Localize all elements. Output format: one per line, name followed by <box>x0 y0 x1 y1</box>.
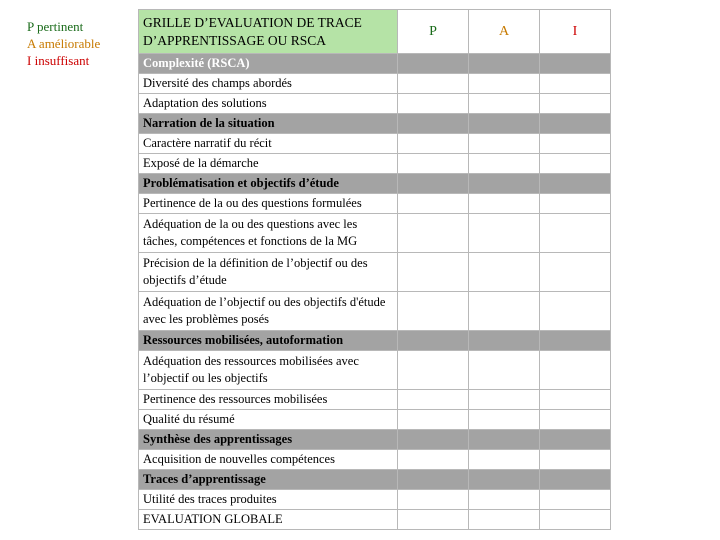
criterion-label: Adéquation des ressources mobilisées avec l’objectif ou les objectifs <box>139 351 398 390</box>
section-row <box>139 470 611 490</box>
rating-cell-a[interactable] <box>469 253 540 292</box>
rating-cell-a[interactable] <box>469 390 540 410</box>
criterion-row <box>139 490 611 510</box>
rating-cell-i[interactable] <box>540 490 611 510</box>
rating-cell-a[interactable] <box>469 154 540 174</box>
rating-cell-a[interactable] <box>469 74 540 94</box>
rating-cell-p[interactable] <box>398 292 469 331</box>
rating-cell-i[interactable] <box>540 390 611 410</box>
rating-cell-p[interactable] <box>398 253 469 292</box>
column-header-a: A <box>469 10 540 54</box>
rating-cell-p[interactable] <box>398 54 469 74</box>
rating-cell-i[interactable] <box>540 134 611 154</box>
criterion-label: Pertinence des ressources mobilisées <box>139 390 398 410</box>
rating-cell-p[interactable] <box>398 194 469 214</box>
column-header-i: I <box>540 10 611 54</box>
evaluation-grid <box>138 9 611 530</box>
rating-cell-a[interactable] <box>469 470 540 490</box>
section-label: Narration de la situation <box>139 114 398 134</box>
rating-cell-i[interactable] <box>540 510 611 530</box>
rating-cell-a[interactable] <box>469 510 540 530</box>
criterion-row <box>139 154 611 174</box>
rating-cell-p[interactable] <box>398 134 469 154</box>
rating-cell-i[interactable] <box>540 292 611 331</box>
grid-header-row <box>139 10 611 54</box>
rating-cell-a[interactable] <box>469 54 540 74</box>
criterion-label: Qualité du résumé <box>139 410 398 430</box>
rating-cell-i[interactable] <box>540 154 611 174</box>
criterion-label: Adéquation de la ou des questions avec les tâches, compétences et fonctions de la MG <box>139 214 398 253</box>
criterion-label: Acquisition de nouvelles compétences <box>139 450 398 470</box>
criterion-row <box>139 134 611 154</box>
rating-cell-a[interactable] <box>469 331 540 351</box>
section-row <box>139 331 611 351</box>
section-row <box>139 54 611 74</box>
criterion-label: Caractère narratif du récit <box>139 134 398 154</box>
rating-cell-a[interactable] <box>469 214 540 253</box>
criterion-row <box>139 253 611 292</box>
rating-cell-p[interactable] <box>398 214 469 253</box>
criterion-row <box>139 94 611 114</box>
legend <box>27 18 100 69</box>
rating-cell-i[interactable] <box>540 74 611 94</box>
rating-cell-i[interactable] <box>540 114 611 134</box>
rating-cell-a[interactable] <box>469 134 540 154</box>
rating-cell-i[interactable] <box>540 331 611 351</box>
criterion-row <box>139 351 611 390</box>
rating-cell-p[interactable] <box>398 351 469 390</box>
rating-cell-i[interactable] <box>540 450 611 470</box>
rating-cell-p[interactable] <box>398 174 469 194</box>
criterion-label: Adaptation des solutions <box>139 94 398 114</box>
rating-cell-p[interactable] <box>398 94 469 114</box>
grid-title: GRILLE D’EVALUATION DE TRACE D’APPRENTISSAGE OU RSCA <box>139 10 398 54</box>
criterion-row <box>139 410 611 430</box>
criterion-row <box>139 292 611 331</box>
rating-cell-p[interactable] <box>398 390 469 410</box>
rating-cell-a[interactable] <box>469 490 540 510</box>
rating-cell-i[interactable] <box>540 470 611 490</box>
rating-cell-i[interactable] <box>540 194 611 214</box>
legend-ameliorable: A améliorable <box>27 36 101 51</box>
rating-cell-i[interactable] <box>540 253 611 292</box>
rating-cell-a[interactable] <box>469 194 540 214</box>
criterion-label: EVALUATION GLOBALE <box>139 510 398 530</box>
section-label: Synthèse des apprentissages <box>139 430 398 450</box>
rating-cell-i[interactable] <box>540 410 611 430</box>
rating-cell-i[interactable] <box>540 351 611 390</box>
criterion-label: Précision de la définition de l’objectif ou des objectifs d’étude <box>139 253 398 292</box>
rating-cell-p[interactable] <box>398 154 469 174</box>
rating-cell-i[interactable] <box>540 430 611 450</box>
section-row <box>139 174 611 194</box>
rating-cell-a[interactable] <box>469 114 540 134</box>
legend-insuffisant: I insuffisant <box>27 53 90 68</box>
section-row <box>139 114 611 134</box>
legend-pertinent: P pertinent <box>27 19 84 34</box>
rating-cell-i[interactable] <box>540 54 611 74</box>
criterion-label: Adéquation de l’objectif ou des objectifs d'étude avec les problèmes posés <box>139 292 398 331</box>
rating-cell-i[interactable] <box>540 214 611 253</box>
rating-cell-p[interactable] <box>398 331 469 351</box>
criterion-row <box>139 74 611 94</box>
rating-cell-p[interactable] <box>398 74 469 94</box>
section-label: Ressources mobilisées, autoformation <box>139 331 398 351</box>
section-row <box>139 430 611 450</box>
section-label: Problématisation et objectifs d’étude <box>139 174 398 194</box>
rating-cell-p[interactable] <box>398 470 469 490</box>
section-label: Complexité (RSCA) <box>139 54 398 74</box>
criterion-label: Diversité des champs abordés <box>139 74 398 94</box>
rating-cell-p[interactable] <box>398 510 469 530</box>
criterion-row <box>139 214 611 253</box>
rating-cell-p[interactable] <box>398 430 469 450</box>
criterion-label: Utilité des traces produites <box>139 490 398 510</box>
rating-cell-a[interactable] <box>469 450 540 470</box>
rating-cell-a[interactable] <box>469 94 540 114</box>
criterion-row <box>139 194 611 214</box>
criterion-row <box>139 390 611 410</box>
rating-cell-a[interactable] <box>469 351 540 390</box>
criterion-label: Exposé de la démarche <box>139 154 398 174</box>
rating-cell-a[interactable] <box>469 430 540 450</box>
rating-cell-i[interactable] <box>540 94 611 114</box>
rating-cell-p[interactable] <box>398 490 469 510</box>
rating-cell-a[interactable] <box>469 410 540 430</box>
rating-cell-p[interactable] <box>398 114 469 134</box>
rating-cell-a[interactable] <box>469 174 540 194</box>
section-label: Traces d’apprentissage <box>139 470 398 490</box>
rating-cell-a[interactable] <box>469 292 540 331</box>
criterion-row <box>139 450 611 470</box>
column-header-p: P <box>398 10 469 54</box>
criterion-label: Pertinence de la ou des questions formulées <box>139 194 398 214</box>
rating-cell-p[interactable] <box>398 450 469 470</box>
rating-cell-i[interactable] <box>540 174 611 194</box>
criterion-row <box>139 510 611 530</box>
rating-cell-p[interactable] <box>398 410 469 430</box>
